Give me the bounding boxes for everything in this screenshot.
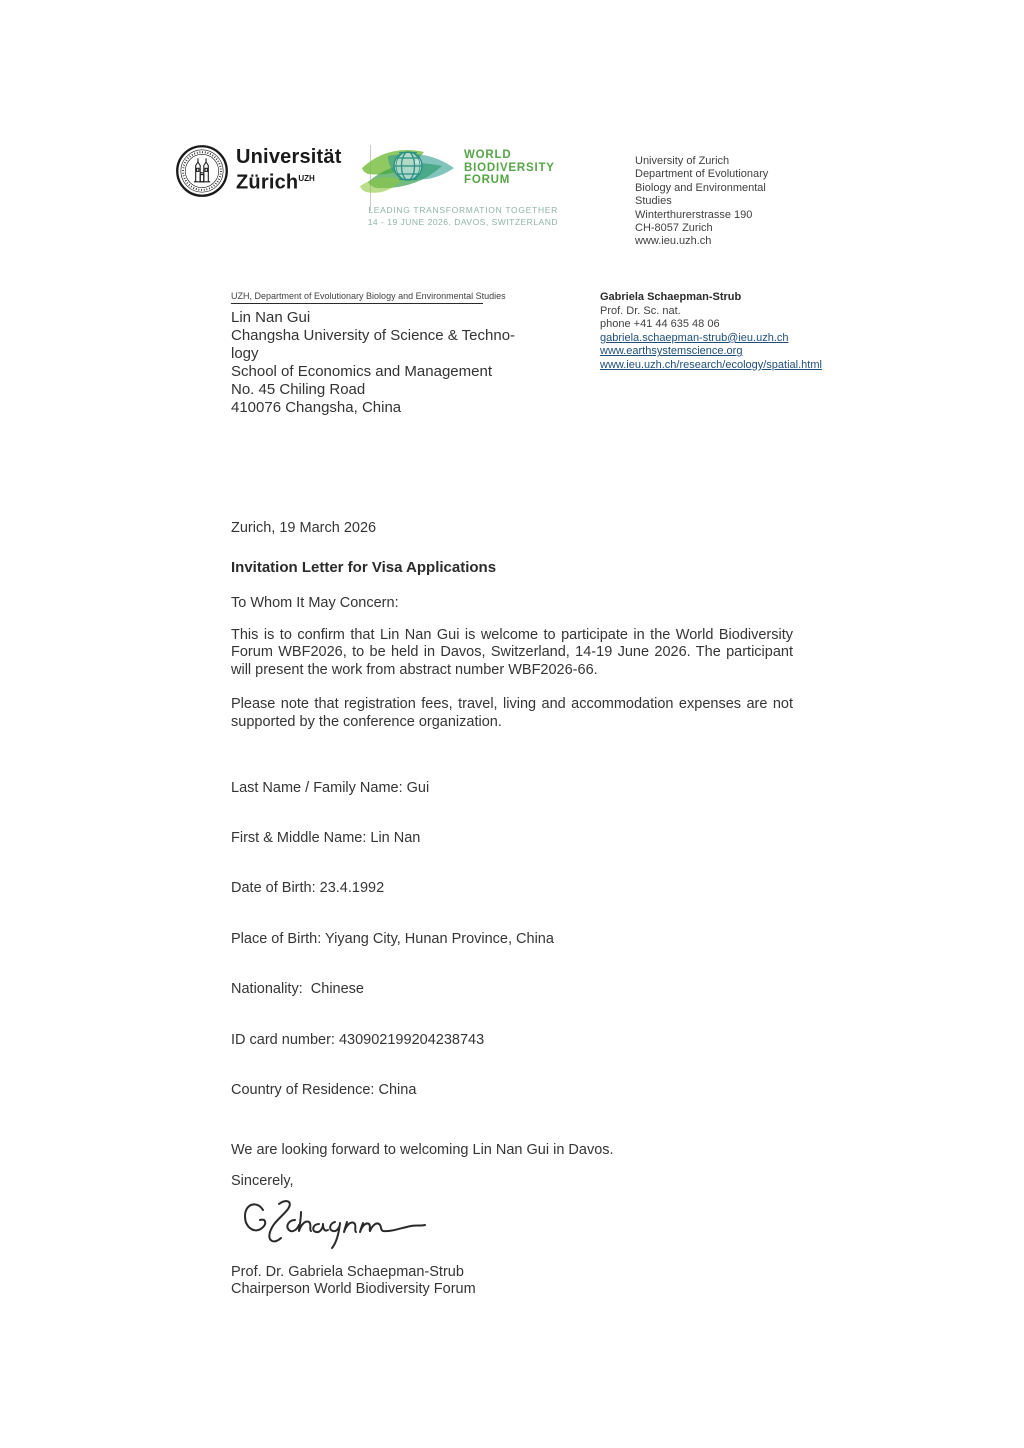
uzh-seal-icon xyxy=(175,144,229,198)
letter-subject: Invitation Letter for Visa Applications xyxy=(231,558,497,576)
hq-address-block xyxy=(635,155,768,249)
detail-id-card-number: ID card number: 430902199204238743 xyxy=(231,1031,485,1048)
uzh-wordmark xyxy=(236,146,342,194)
wbf-dateline: 14 - 19 JUNE 2026, DAVOS, SWITZERLAND xyxy=(367,217,558,227)
contact-name: Gabriela Schaepman-Strub xyxy=(600,291,742,303)
hq-address-line: CH-8057 Zurich xyxy=(635,222,713,235)
signer-title: Chairperson World Biodiversity Forum xyxy=(231,1281,476,1298)
wbf-leaves-globe-icon xyxy=(358,142,460,200)
uzh-wordmark-line2: Zürich$^{UZH}$ xyxy=(236,171,315,194)
wbf-title-line3: FORUM xyxy=(464,174,511,186)
letterhead xyxy=(175,142,371,211)
contact-phone: phone +41 44 635 48 06 xyxy=(600,318,720,331)
recipient-line: No. 45 Chiling Road xyxy=(231,381,366,398)
wbf-tagline: LEADING TRANSFORMATION TOGETHER xyxy=(368,205,558,215)
detail-nationality: Nationality: Chinese xyxy=(231,981,364,998)
signature-handwriting xyxy=(239,1192,439,1254)
uzh-superscript: UZH xyxy=(298,174,315,183)
hq-address-line: Department of Evolutionary xyxy=(635,168,769,181)
wbf-title-line2: BIODIVERSITY xyxy=(464,161,555,174)
hq-address-line: Winterthurerstrasse 190 xyxy=(635,208,753,221)
contact-title: Prof. Dr. Sc. nat. xyxy=(600,304,681,317)
detail-country-of-residence: Country of Residence: China xyxy=(231,1081,417,1098)
contact-block xyxy=(600,291,822,373)
detail-last-name: Last Name / Family Name: Gui xyxy=(231,779,430,796)
recipient-line: 410076 Changsha, China xyxy=(231,399,402,416)
letter-closing: We are looking forward to welcoming Lin Nan Gui in Davos. xyxy=(231,1142,614,1159)
recipient-line: School of Economics and Management xyxy=(231,363,492,380)
hq-address-line: Studies xyxy=(635,195,672,208)
letter-valediction: Sincerely, xyxy=(231,1172,294,1189)
wbf-title-line1: WORLD xyxy=(464,149,512,161)
hq-address-line: Biology and Environmental xyxy=(635,181,766,194)
wbf-title xyxy=(464,149,555,187)
contact-research-link[interactable]: www.ieu.uzh.ch/research/ecology/spatial.html xyxy=(600,358,822,371)
recipient-name: Lin Nan Gui xyxy=(231,309,311,326)
contact-email-link[interactable]: gabriela.schaepman-strub@ieu.uzh.ch xyxy=(600,331,789,344)
sender-return-line: UZH, Department of Evolutionary Biology and Environmental Studies xyxy=(231,291,483,304)
applicant-details xyxy=(231,746,793,1132)
hq-address-line: University of Zurich xyxy=(635,155,730,167)
detail-place-of-birth: Place of Birth: Yiyang City, Hunan Province, China xyxy=(231,930,554,947)
signer-name: Prof. Dr. Gabriela Schaepman-Strub xyxy=(231,1263,464,1280)
recipient-line: Changsha University of Science & Techno- xyxy=(231,327,516,344)
letter-paragraph-2: Please note that registration fees, travel, living and accommodation expenses are not supported by the conference organization. xyxy=(231,696,793,730)
hq-address-website: www.ieu.uzh.ch xyxy=(635,235,712,248)
letter-dateline: Zurich, 19 March 2026 xyxy=(231,520,377,536)
recipient-line: logy xyxy=(231,345,259,362)
recipient-block xyxy=(231,291,516,417)
uzh-wordmark-line1: Universität xyxy=(236,146,342,168)
detail-date-of-birth: Date of Birth: 23.4.1992 xyxy=(231,880,385,897)
letter-body xyxy=(231,520,793,1299)
letter-paragraph-1: This is to confirm that Lin Nan Gui is welcome to participate in the World Biodiversity Forum WBF2026, to be held in Davos, Switzerland, 14-19 June 2026. The participant will present the work from abstract number WBF2026-66. xyxy=(231,626,793,678)
letter-salutation: To Whom It May Concern: xyxy=(231,595,399,611)
wbf-logo xyxy=(358,142,558,228)
detail-first-name: First & Middle Name: Lin Nan xyxy=(231,829,421,846)
contact-website-link[interactable]: www.earthsystemscience.org xyxy=(600,345,743,358)
